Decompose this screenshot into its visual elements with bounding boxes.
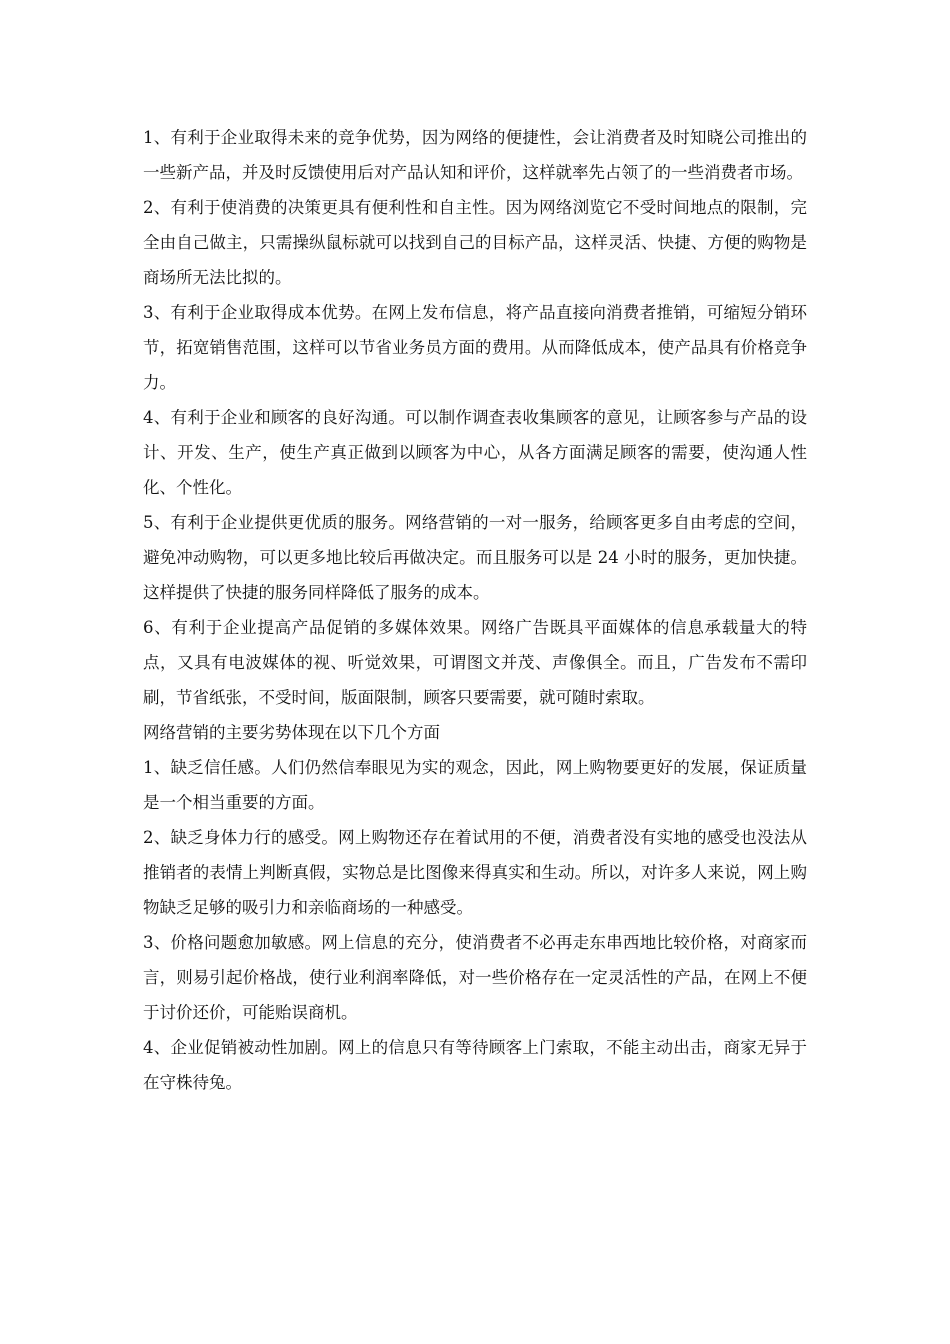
advantage-paragraph-6: 6、有利于企业提高产品促销的多媒体效果。网络广告既具平面媒体的信息承载量大的特点，又具有电波媒体的视、听觉效果，可谓图文并茂、声像俱全。而且，广告发布不需印刷，节省纸张，不受时间，版面限制，顾客只要需要，就可随时索取。 — [143, 618, 807, 707]
advantage-paragraph-4: 4、有利于企业和顾客的良好沟通。可以制作调查表收集顾客的意见，让顾客参与产品的设计、开发、生产，使生产真正做到以顾客为中心，从各方面满足顾客的需要，使沟通人性化、个性化。 — [143, 408, 807, 497]
advantage-paragraph-1: 1、有利于企业取得未来的竞争优势，因为网络的便捷性，会让消费者及时知晓公司推出的一些新产品，并及时反馈使用后对产品认知和评价，这样就率先占领了的一些消费者市场。 — [143, 128, 807, 182]
disadvantage-paragraph-4: 4、企业促销被动性加剧。网上的信息只有等待顾客上门索取，不能主动出击，商家无异于在守株待兔。 — [143, 1038, 807, 1092]
advantage-paragraph-5: 5、有利于企业提供更优质的服务。网络营销的一对一服务，给顾客更多自由考虑的空间，避免冲动购物，可以更多地比较后再做决定。而且服务可以是 24 小时的服务，更加快捷。这样提供了快捷的服务同样降低了服务的成本。 — [143, 513, 807, 602]
document-body — [143, 120, 807, 1100]
disadvantage-paragraph-2: 2、缺乏身体力行的感受。网上购物还存在着试用的不便，消费者没有实地的感受也没法从推销者的表情上判断真假，实物总是比图像来得真实和生动。所以，对许多人来说，网上购物缺乏足够的吸引力和亲临商场的一种感受。 — [143, 828, 807, 917]
disadvantage-paragraph-3: 3、价格问题愈加敏感。网上信息的充分，使消费者不必再走东串西地比较价格，对商家而言，则易引起价格战，使行业利润率降低，对一些价格存在一定灵活性的产品，在网上不便于讨价还价，可能贻误商机。 — [143, 933, 807, 1022]
disadvantage-paragraph-1: 1、缺乏信任感。人们仍然信奉眼见为实的观念，因此，网上购物要更好的发展，保证质量是一个相当重要的方面。 — [143, 758, 807, 812]
advantage-paragraph-2: 2、有利于使消费的决策更具有便利性和自主性。因为网络浏览它不受时间地点的限制，完全由自己做主，只需操纵鼠标就可以找到自己的目标产品，这样灵活、快捷、方便的购物是商场所无法比拟的。 — [143, 198, 807, 287]
disadvantages-heading: 网络营销的主要劣势体现在以下几个方面 — [143, 723, 440, 742]
advantage-paragraph-3: 3、有利于企业取得成本优势。在网上发布信息，将产品直接向消费者推销，可缩短分销环节，拓宽销售范围，这样可以节省业务员方面的费用。从而降低成本，使产品具有价格竞争力。 — [143, 303, 807, 392]
